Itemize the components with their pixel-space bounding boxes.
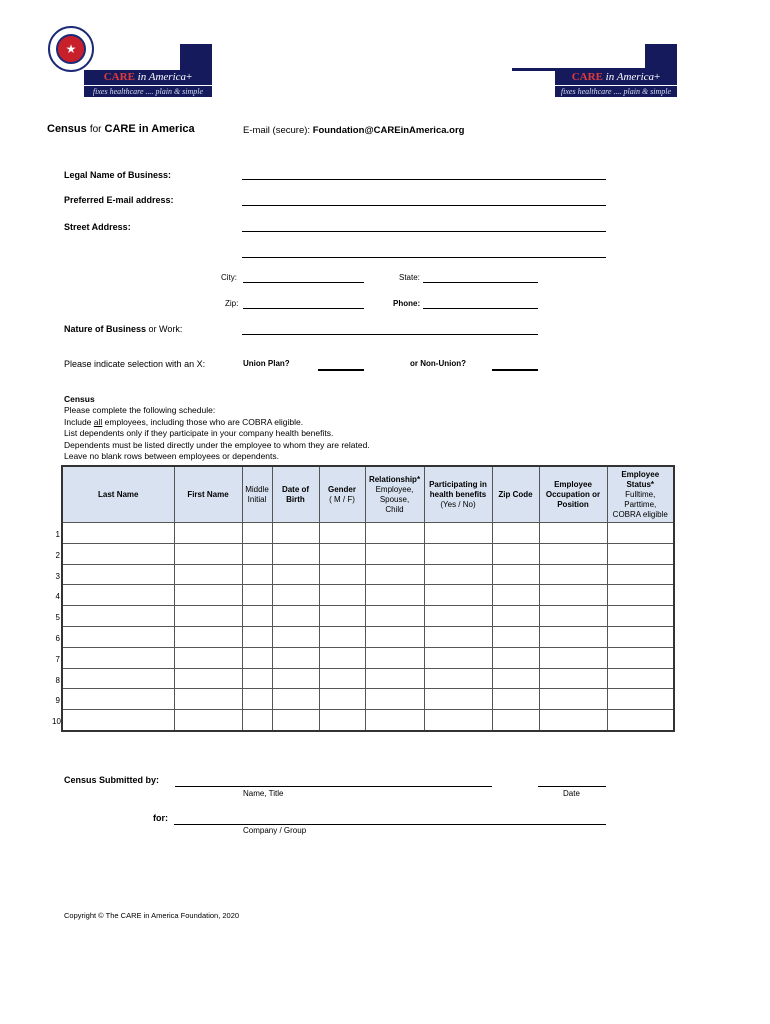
table-cell[interactable] <box>62 543 174 564</box>
table-cell[interactable] <box>492 564 539 585</box>
table-cell[interactable] <box>539 585 607 606</box>
table-cell[interactable] <box>607 626 674 647</box>
street-address-field-2[interactable] <box>242 257 606 258</box>
table-cell[interactable] <box>424 710 492 731</box>
table-cell[interactable] <box>62 564 174 585</box>
email-link[interactable]: Foundation@CAREinAmerica.org <box>312 125 465 136</box>
page-title: Census for CARE in America <box>47 123 195 135</box>
table-row <box>62 647 674 668</box>
table-cell[interactable] <box>424 626 492 647</box>
selection-label: Please indicate selection with an X: <box>64 359 206 369</box>
nature-field[interactable] <box>242 334 538 335</box>
table-cell[interactable] <box>539 647 607 668</box>
state-label: State: <box>399 273 420 282</box>
table-cell[interactable] <box>319 523 365 544</box>
phone-label: Phone: <box>393 299 421 308</box>
table-cell[interactable] <box>272 606 319 627</box>
table-cell[interactable] <box>62 710 174 731</box>
col-zip-code: Zip Code <box>492 466 539 523</box>
table-row <box>62 689 674 710</box>
table-cell[interactable] <box>539 626 607 647</box>
table-cell[interactable] <box>492 626 539 647</box>
table-cell[interactable] <box>365 647 424 668</box>
table-cell[interactable] <box>242 689 272 710</box>
table-cell[interactable] <box>365 564 424 585</box>
table-cell[interactable] <box>607 689 674 710</box>
col-gender: Gender ( M / F) <box>319 466 365 523</box>
table-cell[interactable] <box>365 543 424 564</box>
table-cell[interactable] <box>607 543 674 564</box>
logo-left-brand: CARE in America+ <box>84 70 212 85</box>
row-number: 10 <box>52 717 61 727</box>
table-cell[interactable] <box>62 523 174 544</box>
email-line: E-mail (secure): Foundation@CAREinAmerica.org <box>243 125 465 136</box>
table-cell[interactable] <box>492 543 539 564</box>
date-caption: Date <box>563 789 580 798</box>
table-cell[interactable] <box>272 543 319 564</box>
table-cell[interactable] <box>174 710 242 731</box>
table-cell[interactable] <box>365 689 424 710</box>
table-cell[interactable] <box>319 606 365 627</box>
table-cell[interactable] <box>62 626 174 647</box>
table-cell[interactable] <box>272 523 319 544</box>
logo-right-block <box>645 44 677 70</box>
table-cell[interactable] <box>319 668 365 689</box>
state-field[interactable] <box>423 282 538 283</box>
table-header-row <box>62 466 674 523</box>
union-field[interactable] <box>318 369 364 371</box>
table-cell[interactable] <box>539 564 607 585</box>
row-number: 4 <box>55 592 60 602</box>
email-address-field[interactable] <box>242 205 606 206</box>
street-address-label: Street Address: <box>64 222 131 232</box>
census-table <box>61 465 675 732</box>
table-cell[interactable] <box>62 647 174 668</box>
table-cell[interactable] <box>539 668 607 689</box>
table-cell[interactable] <box>242 710 272 731</box>
union-label: Union Plan? <box>243 359 290 368</box>
city-label: City: <box>221 273 237 282</box>
table-cell[interactable] <box>539 523 607 544</box>
submitted-by-label: Census Submitted by: <box>64 775 160 785</box>
table-cell[interactable] <box>319 710 365 731</box>
table-cell[interactable] <box>319 626 365 647</box>
table-cell[interactable] <box>319 564 365 585</box>
table-row <box>62 606 674 627</box>
col-relationship: Relationship* Employee, Spouse, Child <box>365 466 424 523</box>
table-cell[interactable] <box>272 564 319 585</box>
legal-name-field[interactable] <box>242 179 606 180</box>
table-cell[interactable] <box>242 626 272 647</box>
census-heading: Census <box>64 394 95 404</box>
row-number: 7 <box>55 654 60 664</box>
row-number: 3 <box>55 571 60 581</box>
table-cell[interactable] <box>319 585 365 606</box>
table-cell[interactable] <box>242 543 272 564</box>
table-cell[interactable] <box>242 606 272 627</box>
table-cell[interactable] <box>365 710 424 731</box>
table-row <box>62 543 674 564</box>
table-cell[interactable] <box>272 710 319 731</box>
table-cell[interactable] <box>424 523 492 544</box>
table-cell[interactable] <box>607 585 674 606</box>
table-row <box>62 668 674 689</box>
legal-name-label: Legal Name of Business: <box>64 170 172 180</box>
table-cell[interactable] <box>242 564 272 585</box>
table-row <box>62 585 674 606</box>
table-cell[interactable] <box>319 647 365 668</box>
table-cell[interactable] <box>62 689 174 710</box>
table-cell[interactable] <box>492 710 539 731</box>
table-cell[interactable] <box>424 647 492 668</box>
table-cell[interactable] <box>62 668 174 689</box>
phone-field[interactable] <box>423 308 538 309</box>
table-cell[interactable] <box>607 523 674 544</box>
company-caption: Company / Group <box>243 826 307 835</box>
logo-right-brand: CARE in America+ <box>555 70 677 85</box>
nonunion-field[interactable] <box>492 369 538 371</box>
row-number: 8 <box>55 675 60 685</box>
table-cell[interactable] <box>492 689 539 710</box>
copyright: Copyright © The CARE in America Foundation, 2020 <box>64 911 240 920</box>
table-cell[interactable] <box>272 647 319 668</box>
col-employee-status: Employee Status* Fulltime, Parttime, COBRA eligible <box>607 466 674 523</box>
table-cell[interactable] <box>539 606 607 627</box>
table-cell[interactable] <box>365 626 424 647</box>
row-number: 9 <box>55 696 60 706</box>
table-cell[interactable] <box>174 585 242 606</box>
table-cell[interactable] <box>272 689 319 710</box>
table-cell[interactable] <box>607 710 674 731</box>
table-cell[interactable] <box>242 668 272 689</box>
table-cell[interactable] <box>174 668 242 689</box>
nonunion-label: or Non-Union? <box>410 359 466 368</box>
table-cell[interactable] <box>424 564 492 585</box>
table-cell[interactable] <box>319 689 365 710</box>
table-cell[interactable] <box>539 710 607 731</box>
table-cell[interactable] <box>607 668 674 689</box>
table-row <box>62 710 674 731</box>
row-number: 5 <box>55 613 60 623</box>
street-address-field[interactable] <box>242 231 606 232</box>
zip-label: Zip: <box>225 299 239 308</box>
table-cell[interactable] <box>424 585 492 606</box>
table-cell[interactable] <box>174 626 242 647</box>
zip-field[interactable] <box>243 308 364 309</box>
table-cell[interactable] <box>365 585 424 606</box>
table-cell[interactable] <box>242 523 272 544</box>
table-cell[interactable] <box>242 585 272 606</box>
table-cell[interactable] <box>365 606 424 627</box>
table-cell[interactable] <box>607 564 674 585</box>
table-cell[interactable] <box>492 668 539 689</box>
table-cell[interactable] <box>174 564 242 585</box>
col-date-of-birth: Date of Birth <box>272 466 319 523</box>
table-cell[interactable] <box>174 523 242 544</box>
table-cell[interactable] <box>242 647 272 668</box>
table-cell[interactable] <box>174 647 242 668</box>
table-cell[interactable] <box>272 626 319 647</box>
table-cell[interactable] <box>319 543 365 564</box>
seal-icon: ★ <box>48 26 94 72</box>
table-cell[interactable] <box>62 606 174 627</box>
email-address-label: Preferred E-mail address: <box>64 195 174 205</box>
table-cell[interactable] <box>174 606 242 627</box>
logo-left-tagline: fixes healthcare .... plain & simple <box>84 86 212 97</box>
col-participating: Participating in health benefits (Yes / No) <box>424 466 492 523</box>
table-cell[interactable] <box>539 689 607 710</box>
table-cell[interactable] <box>365 668 424 689</box>
table-cell[interactable] <box>424 668 492 689</box>
table-cell[interactable] <box>492 585 539 606</box>
date-field[interactable] <box>538 786 606 787</box>
col-last-name: Last Name <box>62 466 174 523</box>
for-label: for: <box>153 813 168 823</box>
city-field[interactable] <box>243 282 364 283</box>
row-number: 2 <box>55 550 60 560</box>
table-cell[interactable] <box>365 523 424 544</box>
table-cell[interactable] <box>539 543 607 564</box>
table-cell[interactable] <box>424 689 492 710</box>
name-title-caption: Name, Title <box>243 789 284 798</box>
table-cell[interactable] <box>174 543 242 564</box>
submitted-by-field[interactable] <box>175 786 492 787</box>
row-number: 6 <box>55 634 60 643</box>
col-occupation: Employee Occupation or Position <box>539 466 607 523</box>
table-cell[interactable] <box>272 668 319 689</box>
table-cell[interactable] <box>607 606 674 627</box>
table-cell[interactable] <box>607 647 674 668</box>
table-cell[interactable] <box>174 689 242 710</box>
col-middle-initial: Middle Initial <box>242 466 272 523</box>
table-cell[interactable] <box>492 606 539 627</box>
table-cell[interactable] <box>272 585 319 606</box>
table-row <box>62 523 674 544</box>
table-cell[interactable] <box>424 543 492 564</box>
nature-label: Nature of Business or Work: <box>64 324 183 334</box>
census-instructions: Census Please complete the following schedule: Include all employees, including those who are COBRA eligible. List dependents only if they participate in your company health benefits. Dependents must be listed directly under the employee to whom they are related. Leave no blank rows between employees or dependents. <box>64 394 370 462</box>
table-cell[interactable] <box>492 523 539 544</box>
table-cell[interactable] <box>492 647 539 668</box>
table-cell[interactable] <box>62 585 174 606</box>
company-field[interactable] <box>174 824 606 825</box>
row-number: 1 <box>55 530 60 539</box>
logo-right-tagline: fixes healthcare .... plain & simple <box>555 86 677 97</box>
logo-left-block <box>180 44 212 70</box>
col-first-name: First Name <box>174 466 242 523</box>
table-cell[interactable] <box>424 606 492 627</box>
table-row <box>62 564 674 585</box>
table-row <box>62 626 674 647</box>
